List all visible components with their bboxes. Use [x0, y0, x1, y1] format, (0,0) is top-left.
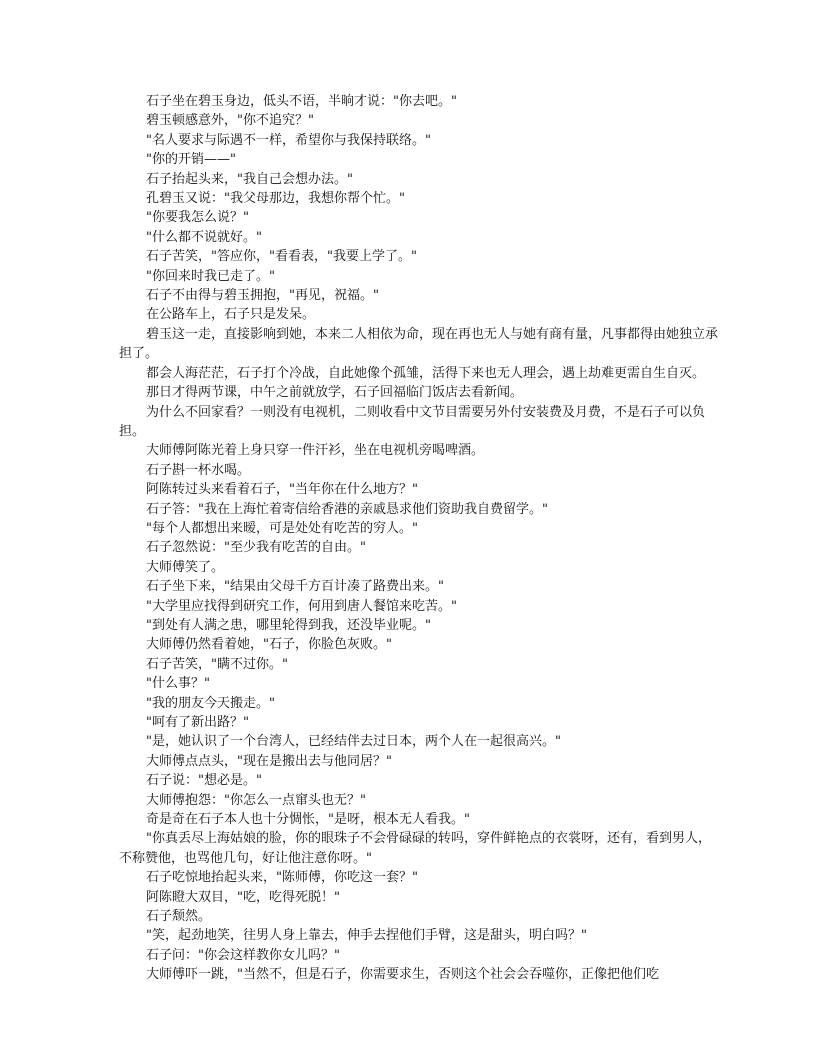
paragraph: 石子苦笑，"瞒不过你。" [146, 656, 288, 672]
paragraph: 都会人海茫茫，石子打个冷战，自此她像个孤雏，活得下来也无人理会，遇上劫难更需自生自灭。 [146, 365, 706, 381]
paragraph: "大学里应找得到研究工作，何用到唐人餐馆来吃苦。" [146, 598, 457, 614]
paragraph: 石子颓然。 [146, 909, 212, 925]
paragraph: "你要我怎么说？" [146, 210, 249, 226]
paragraph: "到处有人满之患，哪里轮得到我，还没毕业呢。" [146, 617, 431, 633]
paragraph: 那日才得两节课，中午之前就放学，石子回福临门饭店去看新闻。 [146, 385, 524, 401]
paragraph: "每个人都想出来暧，可是处处有吃苦的穷人。" [146, 520, 418, 536]
paragraph: 石子问："你会这样教你女儿吗？" [146, 947, 340, 963]
paragraph: 大师傅笑了。 [146, 559, 225, 575]
paragraph: 大师傅吓一跳，"当然不，但是石子，你需要求生，否则这个社会会吞噬你，正像把他们吃 [146, 967, 659, 983]
paragraph: 阿陈转过头来看着石子，"当年你在什么地方？" [146, 482, 418, 498]
paragraph: "你回来时我已走了。" [146, 268, 275, 284]
paragraph: 石子忽然说："至少我有吃苦的自由。" [146, 540, 366, 556]
paragraph: 碧玉这一走，直接影响到她，本来二人相依为命，现在再也无人与她有商有量，凡事都得由她独立承担了。 [119, 326, 719, 362]
paragraph: 石子吃惊地抬起头来，"陈师傅，你吃这一套？" [146, 870, 418, 886]
paragraph: 石子不由得与碧玉拥抱，"再见，祝福。" [146, 288, 379, 304]
paragraph: "呵有了新出路？" [146, 715, 249, 730]
paragraph: "名人要求与际遇不一样，希望你与我保持联络。" [146, 132, 431, 148]
paragraph: 大师傅点点头，"现在是搬出去与他同居？" [146, 753, 392, 769]
paragraph: 阿陈瞪大双目，"吃，吃得死脱！" [146, 889, 340, 905]
paragraph: 石子答："我在上海忙着寄信给香港的亲戚恳求他们资助我自费留学。" [146, 501, 548, 517]
text-column [119, 92, 719, 985]
paragraph: 石子坐在碧玉身边，低头不语，半晌才说："你去吧。" [146, 94, 457, 109]
paragraph: 石子苦笑，"答应你，"看看表，"我要上学了。" [146, 249, 417, 265]
paragraph: 石子抬起头来，"我自己会想办法。" [146, 171, 353, 187]
paragraph: "我的朋友今天搬走。" [146, 695, 275, 711]
paragraph: 为什么不回家看？一则没有电视机，二则收看中文节目需要另外付安装费及月费，不是石子可以负担。 [119, 404, 706, 439]
paragraph: 孔碧玉又说："我父母那边，我想你帮个忙。" [146, 191, 405, 207]
paragraph: 石子坐下来，"结果由父母千方百计凑了路费出来。" [146, 579, 444, 595]
paragraph: 碧玉顿感意外，"你不追究？" [146, 113, 314, 129]
paragraph: 石子说："想必是。" [146, 773, 262, 789]
paragraph: "你的开销——" [146, 152, 236, 168]
paragraph: "你真丢尽上海姑娘的脸，你的眼珠子不会骨碌碌的转吗，穿件鲜艳点的衣裳呀，还有，看到男人，不称赞他，也骂他几句，好让他注意你呀。" [119, 831, 711, 866]
paragraph: 石子斟一杯水喝。 [146, 462, 251, 478]
paragraph: "什么事？" [146, 676, 210, 692]
paragraph: "是，她认识了一个台湾人，已经结伴去过日本，两个人在一起很高兴。" [146, 734, 561, 750]
paragraph: 奇是奇在石子本人也十分惆怅，"是呀，根本无人看我。" [146, 812, 470, 828]
paragraph: "什么都不说就好。" [146, 229, 262, 245]
paragraph: 大师傅阿陈光着上身只穿一件汗衫，坐在电视机旁喝啤酒。 [146, 443, 485, 459]
paragraph: 在公路车上，石子只是发呆。 [146, 307, 316, 323]
paragraph: 大师傅抱怨："你怎么一点窜头也无？" [146, 792, 366, 808]
paragraph: 大师傅仍然看着她，"石子，你脸色灰败。" [146, 637, 392, 653]
paragraph: "笑，起劲地笑，往男人身上靠去，伸手去捏他们手臂，这是甜头，明白吗？" [146, 928, 587, 944]
